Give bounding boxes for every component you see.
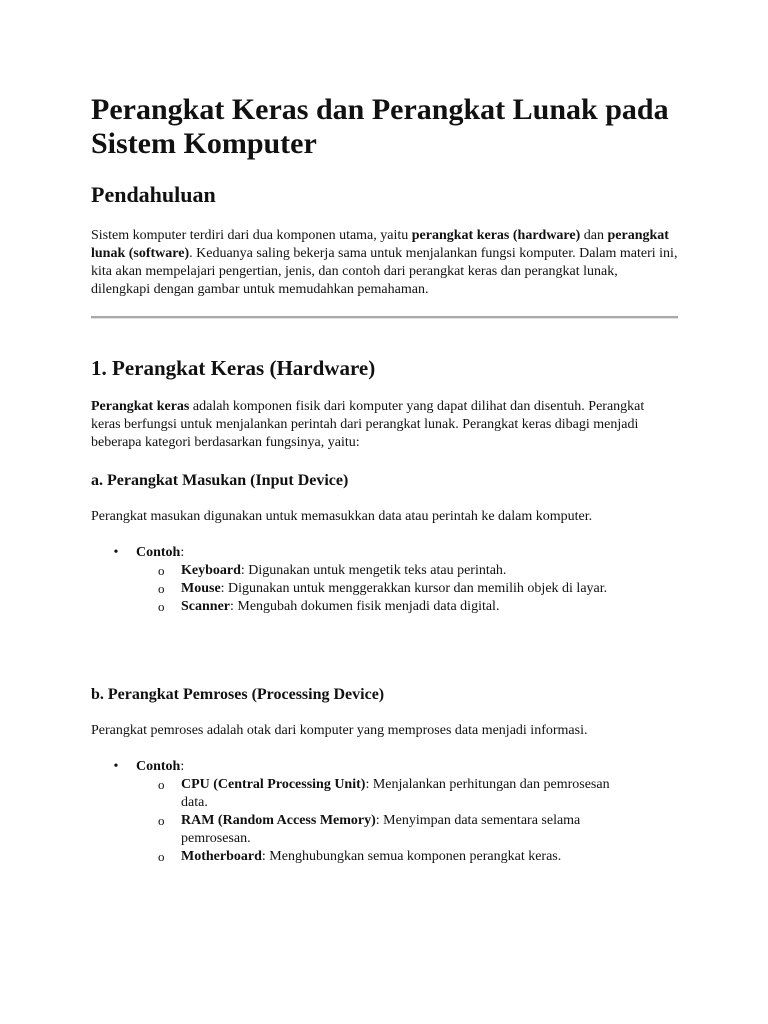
item-description: : Mengubah dokumen fisik menjadi data digital. <box>230 599 500 614</box>
examples-colon: : <box>180 545 185 560</box>
bullet-icon: • <box>113 759 119 774</box>
processing-device-paragraph: Perangkat pemroses adalah otak dari komputer yang memproses data menjadi informasi. <box>91 723 588 738</box>
intro-text-2: dan <box>580 228 608 243</box>
list-item <box>136 848 621 866</box>
item-name: Scanner <box>181 599 230 614</box>
section-divider <box>91 316 678 319</box>
intro-heading: Pendahuluan <box>91 182 216 207</box>
circle-bullet-icon: o <box>158 599 165 614</box>
intro-bold-software: perangkat lunak (software) <box>91 228 669 261</box>
list-item <box>136 580 621 598</box>
list-item <box>91 758 681 866</box>
processing-device-list <box>91 758 681 866</box>
item-description: : Digunakan untuk mengetik teks atau perintah. <box>240 563 507 578</box>
circle-bullet-icon: o <box>158 849 165 864</box>
input-device-heading: a. Perangkat Masukan (Input Device) <box>91 472 349 489</box>
bullet-icon: • <box>113 545 119 560</box>
item-description: : Menyimpan data sementara selama pemrosesan. <box>181 813 581 846</box>
hardware-bold-term: Perangkat keras <box>91 399 190 414</box>
hardware-heading: 1. Perangkat Keras (Hardware) <box>91 356 376 380</box>
processing-examples-list <box>136 776 681 866</box>
item-name: RAM (Random Access Memory) <box>181 813 376 828</box>
item-description: : Menghubungkan semua komponen perangkat keras. <box>261 849 562 864</box>
circle-bullet-icon: o <box>158 813 165 828</box>
list-item <box>136 776 621 812</box>
intro-paragraph <box>91 227 679 299</box>
list-item <box>136 562 621 580</box>
circle-bullet-icon: o <box>158 563 165 578</box>
intro-text-1: Sistem komputer terdiri dari dua komponen utama, yaitu <box>91 228 412 243</box>
document-title: Perangkat Keras dan Perangkat Lunak pada Sistem Komputer <box>91 93 669 160</box>
list-item <box>91 544 681 616</box>
intro-bold-hardware: perangkat keras (hardware) <box>411 228 581 243</box>
circle-bullet-icon: o <box>158 777 165 792</box>
examples-label: Contoh <box>136 759 181 774</box>
hardware-paragraph <box>91 398 666 452</box>
item-description: : Menjalankan perhitungan dan pemrosesan data. <box>181 777 610 810</box>
examples-colon: : <box>180 759 185 774</box>
intro-text-3: . Keduanya saling bekerja sama untuk menjalankan fungsi komputer. Dalam materi ini, kita akan mempelajari pengertian, jenis, dan contoh dari perangkat keras dan perangkat lunak, dilengkapi dengan gambar untuk memudahkan pemahaman. <box>91 246 678 297</box>
input-examples-list <box>136 562 681 616</box>
list-item <box>136 598 621 616</box>
item-name: Mouse <box>181 581 221 596</box>
input-device-paragraph: Perangkat masukan digunakan untuk memasukkan data atau perintah ke dalam komputer. <box>91 509 593 524</box>
item-name: CPU (Central Processing Unit) <box>181 777 366 792</box>
item-description: : Digunakan untuk menggerakkan kursor dan memilih objek di layar. <box>220 581 608 596</box>
hardware-text: adalah komponen fisik dari komputer yang dapat dilihat dan disentuh. Perangkat keras berfungsi untuk menjalankan perintah dari perangkat lunak. Perangkat keras dibagi menjadi beberapa kategori berdasarkan fungsinya, yaitu: <box>91 399 645 450</box>
item-name: Keyboard <box>181 563 241 578</box>
examples-label: Contoh <box>136 545 181 560</box>
item-name: Motherboard <box>181 849 262 864</box>
processing-device-heading: b. Perangkat Pemroses (Processing Device) <box>91 686 385 703</box>
list-item <box>136 812 621 848</box>
input-device-list <box>91 544 681 616</box>
circle-bullet-icon: o <box>158 581 165 596</box>
